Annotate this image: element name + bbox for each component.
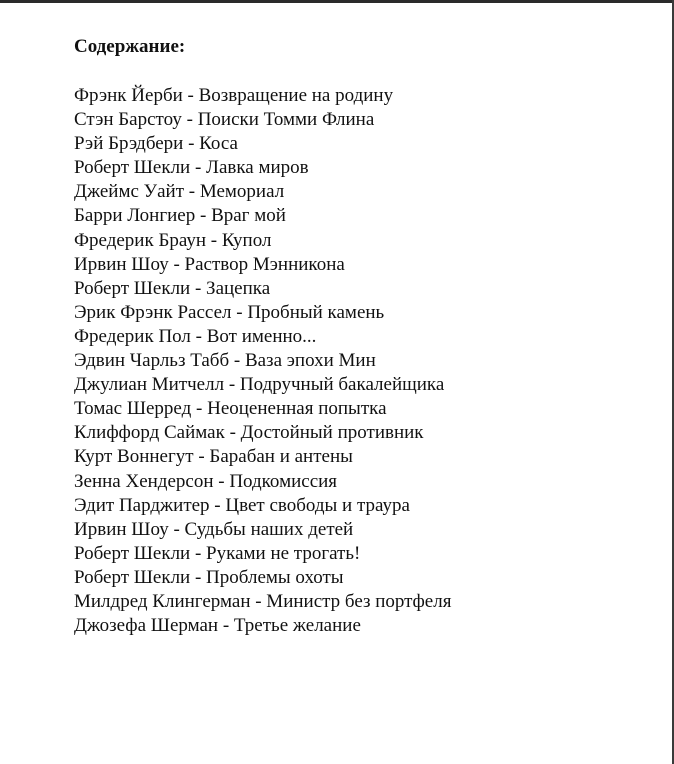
toc-entry: Роберт Шекли - Зацепка (74, 277, 271, 299)
toc-entry: Рэй Брэдбери - Коса (74, 133, 238, 155)
table-of-contents (74, 84, 654, 638)
toc-entry: Милдред Клингерман - Министр без портфеля (74, 590, 452, 612)
toc-entry: Ирвин Шоу - Раствор Мэнникона (74, 253, 345, 275)
document-page (74, 36, 654, 638)
toc-entry: Клиффорд Саймак - Достойный противник (74, 422, 424, 444)
toc-entry: Зенна Хендерсон - Подкомиссия (74, 470, 338, 492)
toc-entry: Фредерик Браун - Купол (74, 229, 272, 251)
toc-entry: Барри Лонгиер - Враг мой (74, 205, 286, 227)
toc-entry: Томас Шерред - Неоцененная попытка (74, 398, 387, 420)
toc-entry: Эрик Фрэнк Рассел - Пробный камень (74, 301, 385, 323)
page-title: Содержание: (74, 36, 186, 57)
toc-entry: Эдит Парджитер - Цвет свободы и траура (74, 494, 410, 516)
toc-entry: Эдвин Чарльз Табб - Ваза эпохи Мин (74, 350, 376, 372)
toc-entry: Ирвин Шоу - Судьбы наших детей (74, 518, 354, 540)
toc-entry: Фрэнк Йерби - Возвращение на родину (74, 85, 394, 106)
page-top-border (0, 0, 674, 3)
toc-entry: Джулиан Митчелл - Подручный бакалейщика (74, 374, 445, 396)
toc-entry: Роберт Шекли - Руками не трогать! (74, 542, 361, 564)
toc-entry: Роберт Шекли - Проблемы охоты (74, 566, 344, 588)
toc-entry: Роберт Шекли - Лавка миров (74, 157, 309, 179)
toc-entry: Курт Воннегут - Барабан и антены (74, 446, 353, 468)
toc-entry: Джозефа Шерман - Третье желание (74, 615, 361, 637)
toc-entry: Стэн Барстоу - Поиски Томми Флина (74, 109, 375, 131)
toc-entry: Джеймс Уайт - Мемориал (74, 181, 285, 203)
toc-entry: Фредерик Пол - Вот именно... (74, 325, 317, 347)
